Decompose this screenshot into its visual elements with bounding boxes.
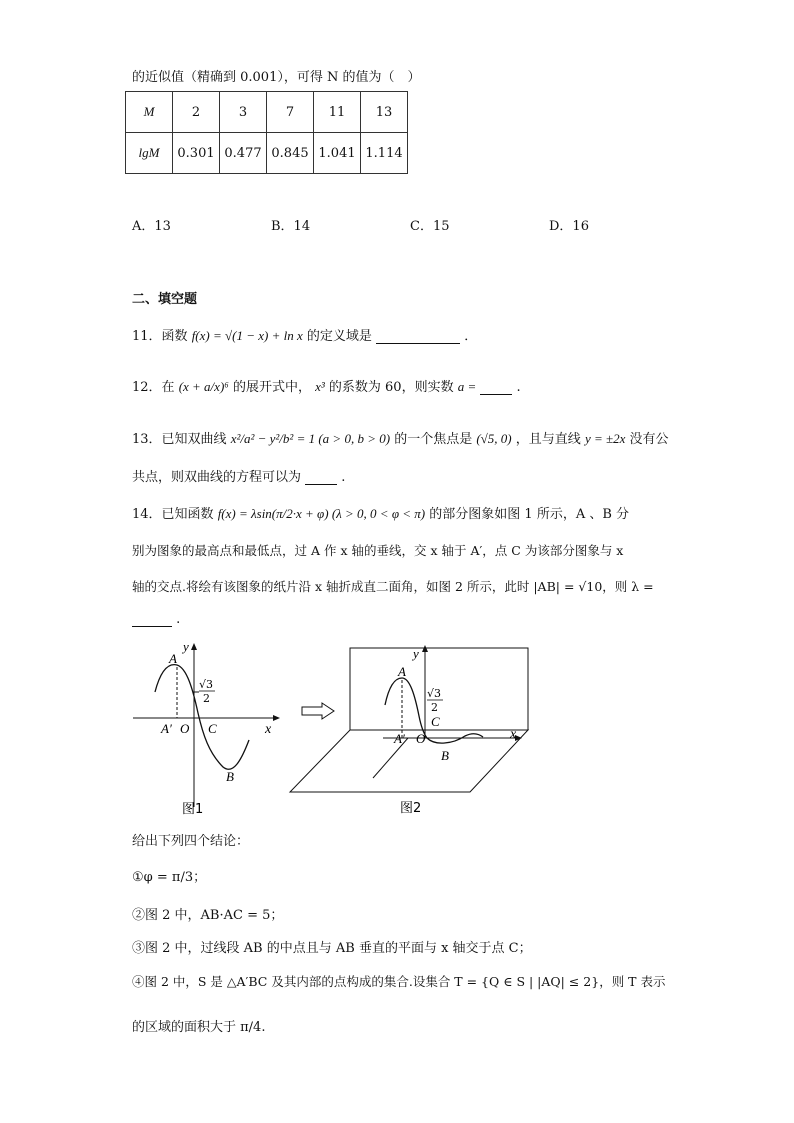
question-13-line2 [132,466,345,485]
conclusion-3: ③图 2 中，过线段 AB 的中点且与 AB 垂直的平面与 x 轴交于点 C； [132,941,532,956]
q14-prefix: 14．已知函数 [132,507,214,522]
label-b: B [226,769,234,784]
figure-2 [285,640,555,820]
question-12 [132,376,521,395]
label-x: x [265,722,272,737]
q13-line2: 共点，则双曲线的方程可以为 [132,470,302,485]
conclusion-4-line1: ④图 2 中，S 是 △A′BC 及其内部的点构成的集合.设集合 T = {Q ∈ S | |AQ| ≤ 2}，则 T 表示 [132,974,666,989]
label-a: A [169,651,177,666]
answer-blank [480,380,512,395]
table-cell: 0.477 [220,133,267,174]
label-two: 2 [203,692,210,705]
table-row [126,133,408,174]
label-x: x [510,727,517,742]
answer-blank [376,329,460,344]
q14-end: . [176,612,181,627]
q13-mid: 的一个焦点是 [394,432,473,447]
q12-var: a = [457,379,477,394]
q11-formula: f(x) = √(1 − x) + ln x [191,328,303,343]
q12-rest: 的系数为 60，则实数 [328,380,454,395]
label-y: y [413,646,419,661]
q11-prefix: 11．函数 [132,329,188,344]
upper-curve [385,678,427,738]
q12-term: x³ [315,379,325,394]
q13-formula: x²/a² − y²/b² = 1 (a > 0, b > 0) [230,431,391,446]
table-cell: lgM [126,133,173,174]
label-b: B [441,748,449,763]
label-c: C [208,721,217,736]
conclusion-2: ②图 2 中，AB·AC = 5； [132,908,284,923]
figure-1-caption: 图1 [182,802,204,817]
table-cell: 2 [173,92,220,133]
q13-line: y = ±2x [584,431,626,446]
table-cell: 1.041 [314,133,361,174]
question-11 [132,325,477,344]
label-a: A [398,664,406,679]
option-c: C．15 [410,219,450,234]
label-o: O [416,731,426,746]
figure-2-caption: 图2 [400,801,422,816]
conclusion-4-line2: 的区域的面积大于 π/4. [132,1020,266,1035]
q14-suffix: 的部分图象如图 1 所示，A 、B 分 [429,507,630,522]
label-o: O [180,721,190,736]
option-b: B．14 [271,219,311,234]
table-cell: 1.114 [361,133,408,174]
y-axis-arrow [191,643,197,650]
q12-mid: 的展开式中， [232,380,311,395]
label-sqrt3: √3 [199,678,214,691]
question-14-line4 [132,612,180,627]
q13-point: (√5, 0) [476,431,512,446]
label-y: y [183,639,189,654]
q14-formula: f(x) = λsin(π/2·x + φ) (λ > 0, 0 < φ < π) [217,506,426,521]
question-13-line1 [132,428,669,447]
table-row [126,92,408,133]
answer-blank [305,470,337,485]
conclusions-intro: 给出下列四个结论： [132,834,250,849]
table-cell: 11 [314,92,361,133]
question-14-line2: 别为图象的最高点和最低点，过 A 作 x 轴的垂线，交 x 轴于 A′，点 C 为该部分图象与 x [132,543,624,558]
q13-suffix: ，且与直线 [515,432,581,447]
q13-line1-end: 没有公 [629,432,669,447]
horizontal-plane [290,730,528,792]
question-14-line1 [132,503,629,522]
q12-formula: (x + a/x)⁶ [178,379,229,394]
q13-prefix: 13．已知双曲线 [132,432,227,447]
label-a-prime: A′ [394,731,405,746]
table-cell: 3 [220,92,267,133]
label-sqrt3: √3 [427,687,442,700]
option-a: A．13 [132,219,171,234]
label-a-prime: A′ [161,721,172,736]
table-cell: 13 [361,92,408,133]
q13-end: . [341,470,346,485]
table-cell: 0.301 [173,133,220,174]
q11-end: ． [464,329,478,344]
x-axis-arrow [273,715,280,721]
section-title: 二、填空题 [132,292,198,307]
label-c: C [431,714,440,729]
question-intro: 的近似值（精确到 0.001），可得 N 的值为（ ） [132,70,421,85]
figure-1 [125,635,285,820]
answer-blank [132,612,172,627]
q12-prefix: 12．在 [132,380,175,395]
log-table [125,91,408,174]
conclusion-1: ①φ = π/3； [132,870,207,885]
option-d: D．16 [549,219,589,234]
table-cell: 0.845 [267,133,314,174]
label-two: 2 [431,701,438,714]
table-cell: M [126,92,173,133]
table-cell: 7 [267,92,314,133]
q12-end: . [516,380,521,395]
question-14-line3: 轴的交点.将绘有该图象的纸片沿 x 轴折成直二面角，如图 2 所示，此时 |AB| = √10，则 λ = [132,579,654,594]
q11-suffix: 的定义域是 [306,329,372,344]
